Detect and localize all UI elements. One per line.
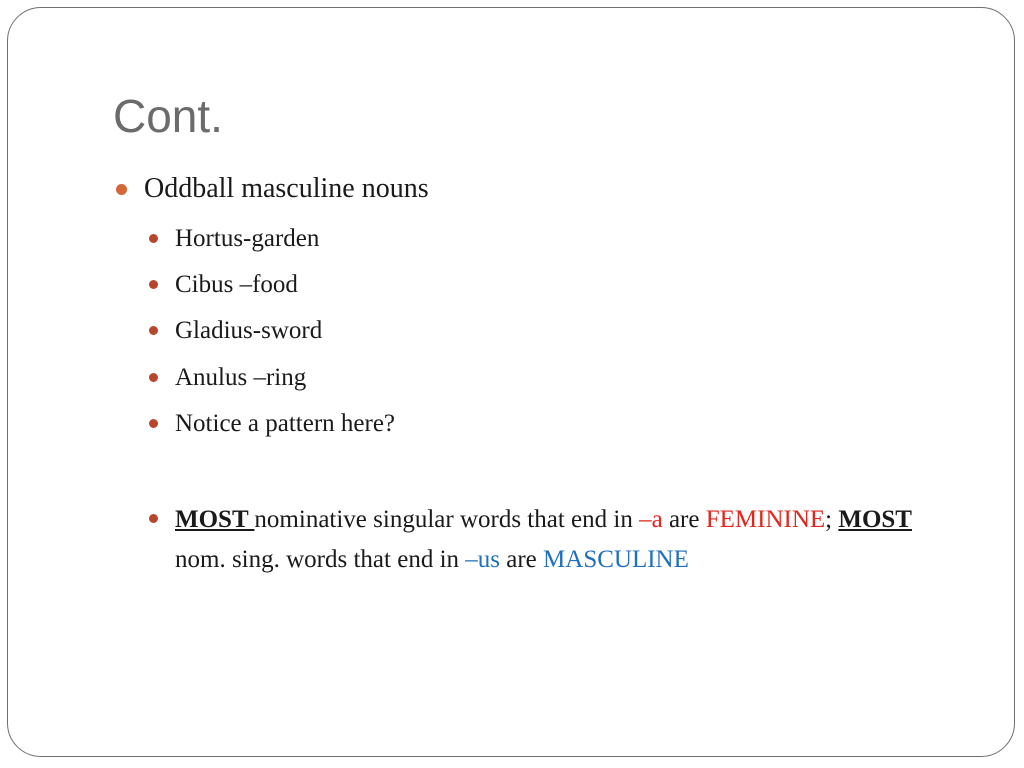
ending-us: –us — [465, 546, 500, 573]
bullet-dot-icon — [149, 280, 158, 289]
emphasis-most: MOST — [175, 506, 255, 533]
rule-text: are — [662, 506, 706, 533]
list-item-text: Cibus –food — [175, 271, 298, 298]
list-item-text: Notice a pattern here? — [175, 410, 396, 437]
bullet-dot-icon — [149, 234, 158, 243]
list-item-text: Hortus-garden — [175, 225, 320, 252]
slide-title: Cont. — [113, 90, 223, 142]
list-item-text: Anulus –ring — [175, 364, 307, 391]
rule-text: ; — [825, 506, 839, 533]
bullet-dot-icon — [149, 419, 158, 428]
bullet-dot-icon — [116, 184, 127, 195]
rule-text: nom. sing. words that end in — [175, 546, 466, 573]
rule-text: nominative singular words that end in — [254, 506, 640, 533]
ending-a: –a — [639, 506, 663, 533]
bullet-text: Oddball masculine nouns — [144, 173, 429, 204]
emphasis-most: MOST — [838, 506, 912, 533]
rule-paragraph — [175, 500, 955, 580]
rule-text: are — [500, 546, 544, 573]
feminine-label: FEMININE — [705, 506, 826, 533]
bullet-dot-icon — [149, 326, 158, 335]
bullet-dot-icon — [149, 514, 158, 523]
bullet-dot-icon — [149, 373, 158, 382]
masculine-label: MASCULINE — [543, 546, 689, 573]
list-item-text: Gladius-sword — [175, 317, 323, 344]
